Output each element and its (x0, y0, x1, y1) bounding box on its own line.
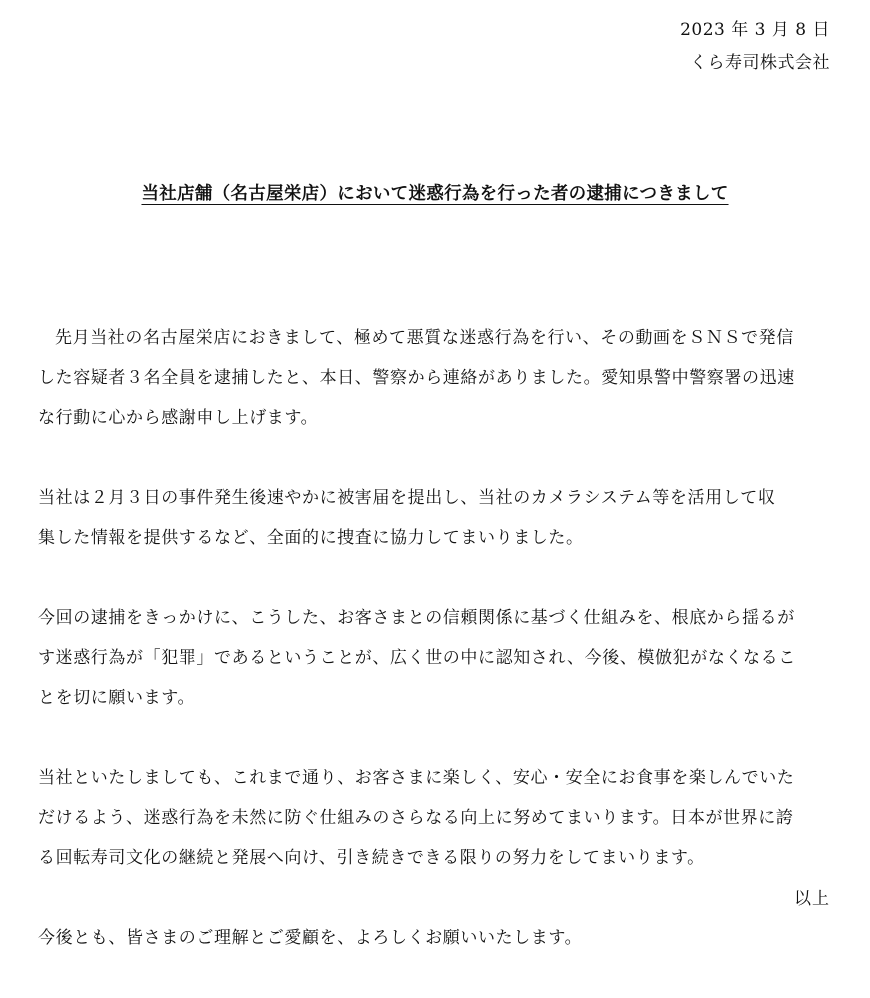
paragraph-investigation-cooperation: 当社は２月３日の事件発生後速やかに被害届を提出し、当社のカメラシステム等を活用して収 集した情報を提供するなど、全面的に捜査に協力してまいりました。 (38, 488, 776, 548)
document-date: 2023 年 3 月 8 日 (680, 20, 830, 40)
closing-mark: 以上 (794, 889, 830, 909)
document-title-wrapper (0, 180, 870, 205)
paragraph-company-commitment: 当社といたしましても、これまで通り、お客さまに楽しく、安心・安全にお食事を楽しんでいた だけるよう、迷惑行為を未然に防ぐ仕組みのさらなる向上に努めてまいります。日本が世界に誇 る回転寿司文化の継続と発展へ向け、引き続きできる限りの努力をしてまいります。 (38, 768, 795, 868)
document-header (680, 14, 830, 80)
paragraph-closing-request: 今後とも、皆さまのご理解とご愛顧を、よろしくお願いいたします。 (38, 928, 583, 948)
paragraph-arrest-report: 先月当社の名古屋栄店におきまして、極めて悪質な迷惑行為を行い、その動画をＳＮＳで発信 した容疑者３名全員を逮捕したと、本日、警察から連絡がありました。愛知県警中警察署の迅速 な行動に心から感謝申し上げます。 (38, 328, 795, 428)
company-name: くら寿司株式会社 (690, 53, 830, 73)
document-body (38, 318, 838, 998)
document-title: 当社店舗（名古屋栄店）において迷惑行為を行った者の逮捕につきまして (141, 184, 729, 204)
paragraph-hope-for-awareness: 今回の逮捕をきっかけに、こうした、お客さまとの信頼関係に基づく仕組みを、根底から揺るが す迷惑行為が「犯罪」であるということが、広く世の中に認知され、今後、模倣犯がなくなるこ とを切に願います。 (38, 608, 796, 708)
